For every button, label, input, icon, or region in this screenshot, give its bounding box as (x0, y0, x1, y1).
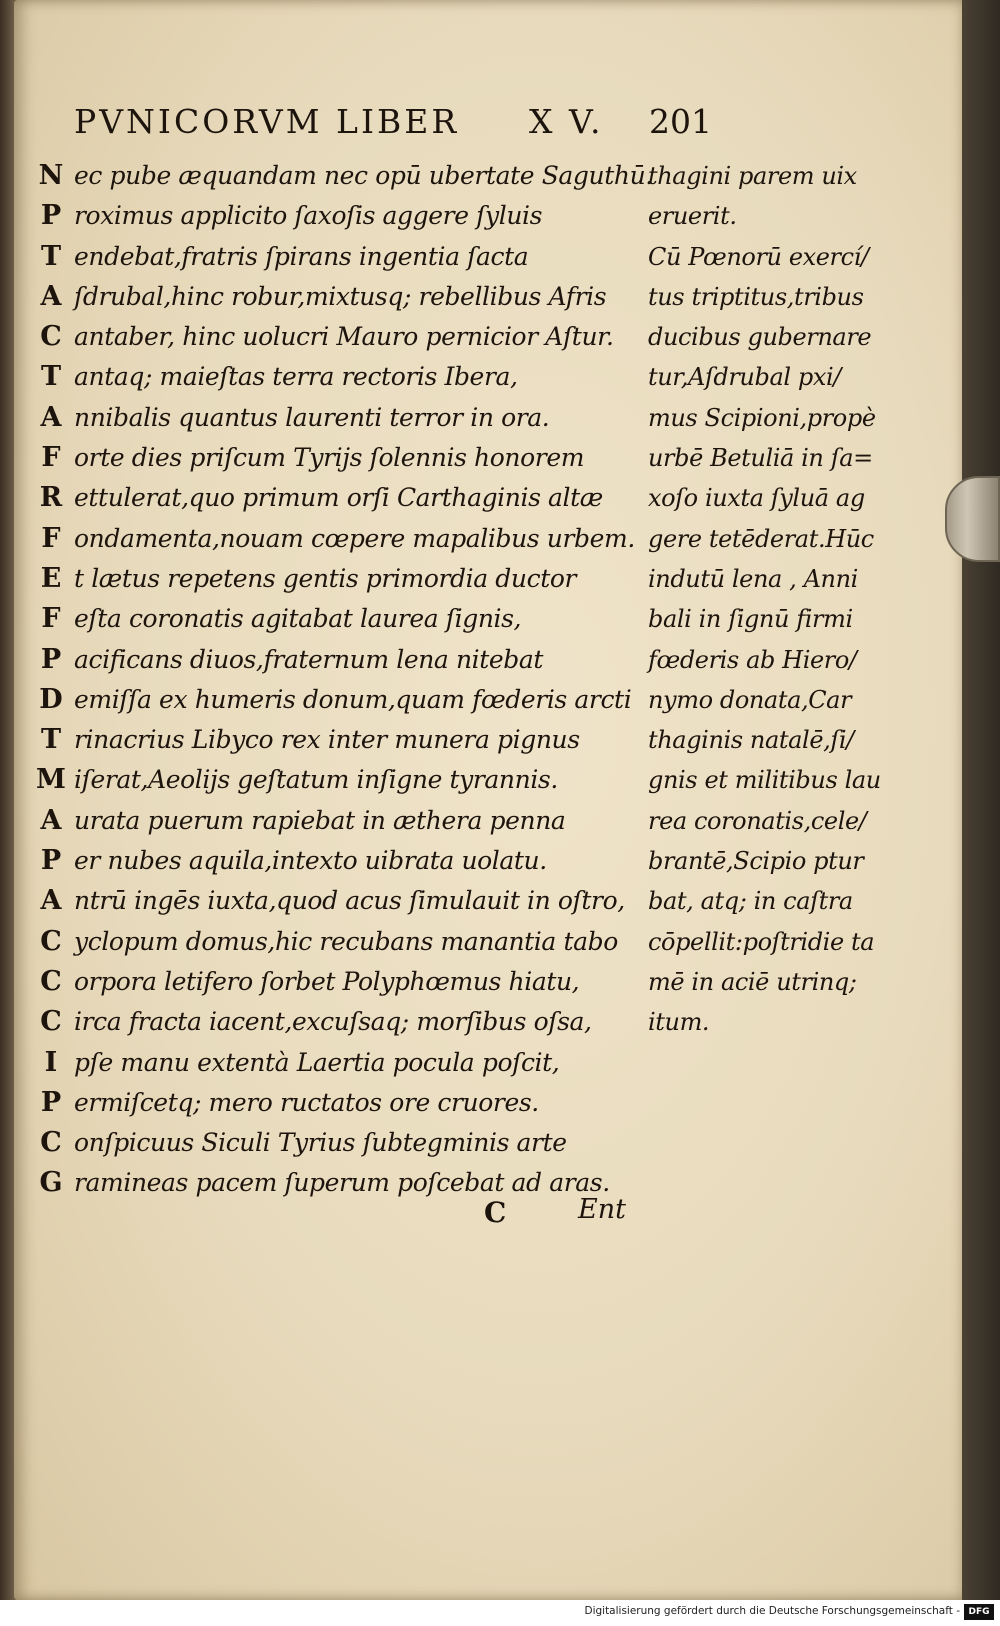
verse-text: ermiſcetq; mero ructatos ore cruores. (74, 1087, 539, 1117)
verse-text: acificans diuos,fraternum lena nitebat (74, 644, 544, 674)
verse-text: emiſſa ex humeris donum,quam fœderis arcti (74, 684, 632, 714)
verse-text: ec pube æquandam nec opū ubertate Saguthū. (74, 161, 653, 190)
marginal-note-line: gnis et militibus lau (648, 766, 881, 795)
verse-text: ſdrubal,hinc robur,mixtusq; rebellibus Afris (74, 281, 607, 311)
verse-initial: A (40, 885, 62, 917)
verse-initial: I (44, 1046, 58, 1078)
verse-initial: F (41, 603, 61, 635)
verse-text: antaber, hinc uolucri Mauro pernicior Aſtur. (74, 322, 614, 352)
running-title: PVNICORVM LIBER (74, 102, 460, 141)
verse-line (32, 398, 642, 438)
verse-initial: P (40, 1086, 62, 1118)
signature-mark: C (484, 1196, 507, 1229)
verse-text: orpora letifero ſorbet Polyphœmus hiatu, (74, 966, 580, 996)
verse-initial: P (40, 845, 62, 877)
verse-line (32, 559, 642, 599)
verse-line (32, 438, 642, 478)
verse-text: roximus applicito ſaxoſis aggere ſyluis (74, 201, 543, 231)
verse-line (32, 1002, 642, 1042)
verse-initial: D (39, 683, 63, 715)
verse-initial: T (40, 240, 62, 272)
verse-text: nnibalis quantus laurenti terror in ora. (74, 402, 550, 432)
dfg-logo: DFG (964, 1604, 994, 1620)
verse-initial: C (40, 1127, 62, 1159)
verse-line (32, 357, 642, 397)
verse-initial: R (39, 482, 63, 514)
book-number: X V. (529, 102, 604, 141)
marginal-note (648, 158, 888, 1045)
running-header (74, 102, 724, 148)
verse-line (32, 680, 642, 720)
marginal-note-line: brantē,Scipio ptur (648, 847, 864, 876)
verse-text: er nubes aquila,intexto uibrata uolatu. (74, 846, 547, 876)
cover-board (962, 0, 1000, 1600)
verse-initial: T (40, 361, 62, 393)
verse-text: urata puerum rapiebat in æthera penna (74, 805, 566, 835)
verse-initial: C (40, 925, 62, 957)
verse-initial: A (40, 401, 62, 433)
verse-initial: C (40, 321, 62, 353)
verse-line (32, 277, 642, 317)
verse-line (32, 1123, 642, 1163)
verse-initial: F (41, 442, 61, 474)
verse-line (32, 237, 642, 277)
verse-initial: P (40, 643, 62, 675)
metal-clasp (945, 476, 1000, 562)
verse-line (32, 801, 642, 841)
catchword: Ent (578, 1194, 626, 1225)
verse-line (32, 881, 642, 921)
verse-initial: P (40, 200, 62, 232)
verse-line (32, 962, 642, 1002)
verse-line (32, 922, 642, 962)
verse-initial: A (40, 280, 62, 312)
verse-line (32, 317, 642, 357)
marginal-note-line: Cū Pœnorū exercí/ (648, 242, 869, 271)
verse-line (32, 156, 653, 196)
marginal-note-line: indutū lena , Anni (648, 564, 858, 593)
verse-initial: G (39, 1167, 63, 1199)
verse-initial: M (36, 764, 66, 796)
verse-text: ettulerat,quo primum orſi Carthaginis altæ (74, 483, 603, 513)
verse-text: antaq; maieſtas terra rectoris Ibera, (74, 362, 518, 392)
verse-line (32, 760, 642, 800)
verse-text: endebat,fratris ſpirans ingentia ſacta (74, 241, 529, 271)
marginal-note-line: mē in aciē utrinq; (648, 967, 857, 996)
verse-line (32, 1163, 642, 1203)
verse-text: irca fracta iacent,excuſsaq; morſibus oſsa, (74, 1007, 592, 1037)
marginal-note-line: gere tetēderat.Hūc (648, 524, 874, 553)
marginal-note-line: tus triptitus,tribus (648, 282, 864, 311)
footer-credit: Digitalisierung gefördert durch die Deutsche Forschungsgemeinschaft - (584, 1605, 960, 1617)
marginal-note-line: ducibus gubernare (648, 323, 872, 352)
verse-line (32, 599, 642, 639)
verse-line (32, 519, 642, 559)
marginal-note-line: bat, atq; in caſtra (648, 887, 853, 916)
marginal-note-line: eruerit. (648, 202, 737, 231)
verse-text: eſta coronatis agitabat laurea ſignis, (74, 604, 522, 634)
verse-text: orte dies priſcum Tyrijs ſolennis honorem (74, 443, 585, 473)
verse-text: pſe manu extentà Laertia pocula poſcit, (74, 1047, 560, 1077)
verse-text: ondamenta,nouam cœpere mapalibus urbem. (74, 523, 635, 553)
verse-initial: E (40, 562, 62, 594)
marginal-note-line: bali in ſignū firmi (648, 605, 853, 634)
marginal-note-line: xoſo iuxta ſyluā ag (648, 484, 865, 513)
marginal-note-line: rea coronatis,cele/ (648, 806, 867, 835)
verse-line (32, 1043, 642, 1083)
marginal-note-line: mus Scipioni,propè (648, 403, 876, 432)
verse-text: ntrū ingēs iuxta,quod acus ſimulauit in oſtro, (74, 886, 625, 916)
verse-initial: F (41, 522, 61, 554)
verse-column (32, 156, 653, 1204)
marginal-note-line: nymo donata,Car (648, 685, 852, 714)
verse-initial: C (40, 965, 62, 997)
digitization-footer (0, 1600, 1000, 1626)
verse-line (32, 720, 642, 760)
verse-line (32, 478, 642, 518)
verse-text: t lætus repetens gentis primordia ductor (74, 563, 577, 593)
page-number: 201 (649, 102, 712, 141)
verse-text: iſerat,Aeolijs geſtatum inſigne tyrannis. (74, 765, 558, 795)
marginal-note-line: thaginis natalē,ſi/ (648, 726, 854, 755)
marginal-note-line: fœderis ab Hiero/ (648, 645, 857, 674)
verse-text: rinacrius Libyco rex inter munera pignus (74, 725, 580, 755)
verse-initial: N (38, 160, 64, 191)
marginal-note-line: itum. (648, 1008, 710, 1037)
verse-initial: A (40, 804, 62, 836)
verse-text: yclopum domus,hic recubans manantia tabo (74, 926, 618, 956)
verse-line (32, 841, 642, 881)
verse-text: ramineas pacem ſuperum poſcebat ad aras. (74, 1168, 610, 1198)
verse-initial: T (40, 724, 62, 756)
marginal-note-line: cōpellit:poſtridie ta (648, 927, 875, 956)
verse-initial: C (40, 1006, 62, 1038)
verse-text: onſpicuus Siculi Tyrius ſubtegminis arte (74, 1128, 567, 1158)
verse-line (32, 640, 642, 680)
marginal-note-line: thagini parem uix (648, 162, 857, 190)
marginal-note-line: urbē Betuliā in ſa= (648, 444, 873, 473)
verse-line (32, 1083, 642, 1123)
verse-line (32, 196, 642, 236)
marginal-note-line: tur,Aſdrubal pxi/ (648, 363, 841, 392)
